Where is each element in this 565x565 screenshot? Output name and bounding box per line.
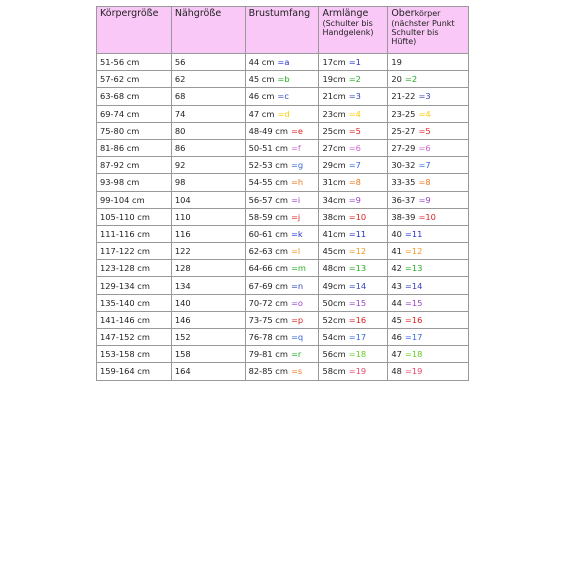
armlaenge-value: 52cm <box>322 314 346 325</box>
koerpergroesse-value: 87-92 cm <box>100 160 140 171</box>
cell-oberkoerper <box>388 105 469 122</box>
koerpergroesse-value: 117-122 cm <box>100 246 150 257</box>
armlaenge-value: 23cm <box>322 108 346 119</box>
cell-brustumfang <box>245 191 319 208</box>
armlaenge-value: 49cm <box>322 280 346 291</box>
table-body <box>97 54 469 381</box>
cell-armlaenge <box>319 122 388 139</box>
cell-armlaenge <box>319 329 388 346</box>
cell-brustumfang <box>245 243 319 260</box>
armlaenge-code: =7 <box>348 160 361 171</box>
brustumfang-value: 58-59 cm <box>248 211 288 222</box>
naehgroesse-value: 116 <box>174 228 191 239</box>
cell-koerpergroesse <box>97 208 172 225</box>
armlaenge-code: =4 <box>348 108 361 119</box>
armlaenge-value: 17cm <box>322 57 346 68</box>
cell-armlaenge <box>319 174 388 191</box>
table-row <box>97 329 469 346</box>
table-row <box>97 243 469 260</box>
cell-koerpergroesse <box>97 243 172 260</box>
cell-koerpergroesse <box>97 105 172 122</box>
cell-brustumfang <box>245 363 319 380</box>
cell-koerpergroesse <box>97 71 172 88</box>
koerpergroesse-value: 153-158 cm <box>100 349 150 360</box>
cell-oberkoerper <box>388 329 469 346</box>
header-sublabel: (Schulter bis Handgelenk) <box>322 19 374 37</box>
header-label: Nähgröße <box>174 8 222 19</box>
naehgroesse-value: 110 <box>174 211 191 222</box>
oberkoerper-value: 33-35 <box>391 177 416 188</box>
oberkoerper-value: 27-29 <box>391 143 416 154</box>
cell-brustumfang <box>245 329 319 346</box>
armlaenge-code: =9 <box>348 194 361 205</box>
armlaenge-code: =12 <box>348 246 367 257</box>
brustumfang-value: 52-53 cm <box>248 160 288 171</box>
koerpergroesse-value: 99-104 cm <box>100 194 145 205</box>
oberkoerper-value: 43 <box>391 280 402 291</box>
table-row <box>97 122 469 139</box>
naehgroesse-value: 98 <box>174 177 186 188</box>
cell-brustumfang <box>245 71 319 88</box>
oberkoerper-value: 44 <box>391 297 402 308</box>
brustumfang-value: 64-66 cm <box>248 263 288 274</box>
armlaenge-code: =11 <box>348 228 367 239</box>
cell-naehgroesse <box>171 88 245 105</box>
brustumfang-value: 56-57 cm <box>248 194 288 205</box>
oberkoerper-code: =16 <box>404 314 423 325</box>
header-brustumfang <box>245 7 319 54</box>
koerpergroesse-value: 105-110 cm <box>100 211 150 222</box>
brustumfang-value: 45 cm <box>248 74 275 85</box>
armlaenge-value: 19cm <box>322 74 346 85</box>
oberkoerper-value: 46 <box>391 332 402 343</box>
cell-armlaenge <box>319 54 388 71</box>
naehgroesse-value: 80 <box>174 125 186 136</box>
cell-koerpergroesse <box>97 54 172 71</box>
oberkoerper-value: 41 <box>391 246 402 257</box>
oberkoerper-code: =17 <box>404 332 423 343</box>
table-row <box>97 139 469 156</box>
table-row <box>97 363 469 380</box>
armlaenge-code: =19 <box>348 366 367 377</box>
oberkoerper-code: =15 <box>404 297 423 308</box>
table-row <box>97 294 469 311</box>
brustumfang-value: 60-61 cm <box>248 228 288 239</box>
koerpergroesse-value: 75-80 cm <box>100 125 140 136</box>
oberkoerper-code: =5 <box>418 125 431 136</box>
cell-oberkoerper <box>388 54 469 71</box>
armlaenge-value: 29cm <box>322 160 346 171</box>
armlaenge-value: 58cm <box>322 366 346 377</box>
cell-brustumfang <box>245 88 319 105</box>
header-armlaenge <box>319 7 388 54</box>
cell-naehgroesse <box>171 105 245 122</box>
armlaenge-value: 56cm <box>322 349 346 360</box>
brustumfang-value: 50-51 cm <box>248 143 288 154</box>
koerpergroesse-value: 57-62 cm <box>100 74 140 85</box>
cell-koerpergroesse <box>97 88 172 105</box>
armlaenge-value: 50cm <box>322 297 346 308</box>
cell-brustumfang <box>245 346 319 363</box>
armlaenge-code: =18 <box>348 349 367 360</box>
armlaenge-value: 27cm <box>322 143 346 154</box>
brustumfang-code: =g <box>290 160 304 171</box>
oberkoerper-value: 20 <box>391 74 402 85</box>
cell-armlaenge <box>319 260 388 277</box>
oberkoerper-value: 36-37 <box>391 194 416 205</box>
brustumfang-value: 70-72 cm <box>248 297 288 308</box>
armlaenge-value: 21cm <box>322 91 346 102</box>
cell-oberkoerper <box>388 260 469 277</box>
koerpergroesse-value: 51-56 cm <box>100 57 140 68</box>
brustumfang-code: =c <box>277 91 289 102</box>
cell-armlaenge <box>319 363 388 380</box>
brustumfang-value: 62-63 cm <box>248 246 288 257</box>
cell-armlaenge <box>319 88 388 105</box>
cell-brustumfang <box>245 294 319 311</box>
oberkoerper-code: =12 <box>404 246 423 257</box>
brustumfang-code: =b <box>277 74 290 85</box>
table-row <box>97 225 469 242</box>
armlaenge-code: =13 <box>348 263 367 274</box>
table-row <box>97 260 469 277</box>
cell-naehgroesse <box>171 363 245 380</box>
naehgroesse-value: 164 <box>174 366 191 377</box>
koerpergroesse-value: 111-116 cm <box>100 228 150 239</box>
armlaenge-code: =1 <box>348 57 361 68</box>
armlaenge-code: =14 <box>348 280 367 291</box>
koerpergroesse-value: 69-74 cm <box>100 108 140 119</box>
cell-oberkoerper <box>388 191 469 208</box>
armlaenge-value: 41cm <box>322 228 346 239</box>
header-row <box>97 7 469 54</box>
cell-brustumfang <box>245 157 319 174</box>
cell-koerpergroesse <box>97 363 172 380</box>
brustumfang-value: 79-81 cm <box>248 349 288 360</box>
cell-armlaenge <box>319 71 388 88</box>
cell-oberkoerper <box>388 363 469 380</box>
naehgroesse-value: 104 <box>174 194 191 205</box>
cell-oberkoerper <box>388 157 469 174</box>
cell-oberkoerper <box>388 88 469 105</box>
oberkoerper-code: =6 <box>418 143 431 154</box>
naehgroesse-value: 152 <box>174 332 191 343</box>
oberkoerper-code: =14 <box>404 280 423 291</box>
armlaenge-code: =17 <box>348 332 367 343</box>
oberkoerper-code: =3 <box>418 91 431 102</box>
cell-brustumfang <box>245 208 319 225</box>
armlaenge-code: =16 <box>348 314 367 325</box>
brustumfang-code: =o <box>290 297 303 308</box>
brustumfang-code: =s <box>290 366 303 377</box>
cell-armlaenge <box>319 208 388 225</box>
header-label-small: körper <box>414 9 441 18</box>
cell-koerpergroesse <box>97 346 172 363</box>
cell-naehgroesse <box>171 277 245 294</box>
brustumfang-value: 82-85 cm <box>248 366 288 377</box>
cell-armlaenge <box>319 294 388 311</box>
koerpergroesse-value: 81-86 cm <box>100 143 140 154</box>
cell-naehgroesse <box>171 294 245 311</box>
table-row <box>97 174 469 191</box>
brustumfang-value: 47 cm <box>248 108 275 119</box>
oberkoerper-code: =4 <box>418 108 431 119</box>
header-label: Körpergröße <box>100 8 159 19</box>
cell-brustumfang <box>245 54 319 71</box>
cell-koerpergroesse <box>97 294 172 311</box>
oberkoerper-code: =8 <box>418 177 431 188</box>
cell-armlaenge <box>319 191 388 208</box>
cell-oberkoerper <box>388 174 469 191</box>
cell-oberkoerper <box>388 277 469 294</box>
cell-brustumfang <box>245 139 319 156</box>
cell-naehgroesse <box>171 157 245 174</box>
table-row <box>97 88 469 105</box>
cell-koerpergroesse <box>97 260 172 277</box>
armlaenge-value: 48cm <box>322 263 346 274</box>
brustumfang-value: 76-78 cm <box>248 332 288 343</box>
oberkoerper-code: =7 <box>418 160 431 171</box>
cell-oberkoerper <box>388 71 469 88</box>
koerpergroesse-value: 147-152 cm <box>100 332 150 343</box>
cell-armlaenge <box>319 311 388 328</box>
cell-naehgroesse <box>171 225 245 242</box>
naehgroesse-value: 62 <box>174 74 186 85</box>
size-chart-table <box>96 6 469 381</box>
brustumfang-value: 46 cm <box>248 91 275 102</box>
armlaenge-value: 38cm <box>322 211 346 222</box>
oberkoerper-value: 48 <box>391 366 402 377</box>
cell-koerpergroesse <box>97 191 172 208</box>
brustumfang-value: 54-55 cm <box>248 177 288 188</box>
cell-oberkoerper <box>388 311 469 328</box>
table-row <box>97 191 469 208</box>
oberkoerper-code: =9 <box>418 194 431 205</box>
naehgroesse-value: 140 <box>174 297 191 308</box>
brustumfang-code: =p <box>290 314 304 325</box>
naehgroesse-value: 86 <box>174 143 186 154</box>
cell-brustumfang <box>245 225 319 242</box>
armlaenge-code: =8 <box>348 177 361 188</box>
naehgroesse-value: 68 <box>174 91 186 102</box>
cell-naehgroesse <box>171 191 245 208</box>
brustumfang-code: =l <box>290 246 301 257</box>
cell-naehgroesse <box>171 208 245 225</box>
cell-brustumfang <box>245 174 319 191</box>
armlaenge-value: 54cm <box>322 332 346 343</box>
naehgroesse-value: 122 <box>174 246 191 257</box>
cell-oberkoerper <box>388 122 469 139</box>
oberkoerper-code: =13 <box>404 263 423 274</box>
cell-koerpergroesse <box>97 157 172 174</box>
koerpergroesse-value: 135-140 cm <box>100 297 150 308</box>
cell-koerpergroesse <box>97 122 172 139</box>
cell-oberkoerper <box>388 243 469 260</box>
oberkoerper-code: =11 <box>404 228 423 239</box>
naehgroesse-value: 56 <box>174 57 186 68</box>
cell-naehgroesse <box>171 139 245 156</box>
cell-brustumfang <box>245 122 319 139</box>
cell-armlaenge <box>319 346 388 363</box>
oberkoerper-value: 40 <box>391 228 402 239</box>
table-row <box>97 105 469 122</box>
oberkoerper-value: 19 <box>391 57 402 68</box>
naehgroesse-value: 146 <box>174 314 191 325</box>
brustumfang-code: =a <box>277 57 290 68</box>
oberkoerper-code: =18 <box>404 349 423 360</box>
header-label: Ober <box>391 8 415 19</box>
brustumfang-code: =d <box>277 108 290 119</box>
cell-koerpergroesse <box>97 139 172 156</box>
armlaenge-code: =15 <box>348 297 367 308</box>
table-row <box>97 54 469 71</box>
brustumfang-value: 73-75 cm <box>248 314 288 325</box>
brustumfang-code: =r <box>290 349 302 360</box>
table-row <box>97 277 469 294</box>
armlaenge-code: =2 <box>348 74 361 85</box>
naehgroesse-value: 74 <box>174 108 186 119</box>
table-row <box>97 157 469 174</box>
brustumfang-code: =m <box>290 263 306 274</box>
armlaenge-value: 25cm <box>322 125 346 136</box>
armlaenge-code: =10 <box>348 211 367 222</box>
koerpergroesse-value: 63-68 cm <box>100 91 140 102</box>
brustumfang-code: =e <box>290 125 304 136</box>
cell-naehgroesse <box>171 71 245 88</box>
brustumfang-code: =j <box>290 211 301 222</box>
cell-oberkoerper <box>388 139 469 156</box>
armlaenge-code: =6 <box>348 143 361 154</box>
table-row <box>97 311 469 328</box>
cell-koerpergroesse <box>97 174 172 191</box>
cell-armlaenge <box>319 139 388 156</box>
cell-naehgroesse <box>171 174 245 191</box>
oberkoerper-code: =10 <box>418 211 436 222</box>
armlaenge-value: 31cm <box>322 177 346 188</box>
oberkoerper-value: 30-32 <box>391 160 416 171</box>
cell-armlaenge <box>319 243 388 260</box>
oberkoerper-value: 45 <box>391 314 402 325</box>
oberkoerper-value: 21-22 <box>391 91 416 102</box>
brustumfang-code: =n <box>290 280 304 291</box>
oberkoerper-value: 38-39 <box>391 211 416 222</box>
table-row <box>97 71 469 88</box>
header-label: Brustumfang <box>248 8 311 19</box>
cell-armlaenge <box>319 157 388 174</box>
cell-naehgroesse <box>171 54 245 71</box>
cell-koerpergroesse <box>97 311 172 328</box>
armlaenge-code: =3 <box>348 91 361 102</box>
armlaenge-value: 45cm <box>322 246 346 257</box>
header-label: Armlänge <box>322 8 369 19</box>
cell-naehgroesse <box>171 329 245 346</box>
brustumfang-code: =q <box>290 332 304 343</box>
cell-oberkoerper <box>388 208 469 225</box>
oberkoerper-value: 25-27 <box>391 125 416 136</box>
cell-armlaenge <box>319 105 388 122</box>
header-oberkoerper <box>388 7 469 54</box>
brustumfang-code: =h <box>290 177 304 188</box>
oberkoerper-code: =2 <box>404 74 418 85</box>
oberkoerper-value: 23-25 <box>391 108 416 119</box>
cell-brustumfang <box>245 277 319 294</box>
header-sublabel: (nächster Punkt Schulter bis Hüfte) <box>391 19 455 46</box>
cell-naehgroesse <box>171 346 245 363</box>
cell-naehgroesse <box>171 260 245 277</box>
cell-oberkoerper <box>388 225 469 242</box>
koerpergroesse-value: 159-164 cm <box>100 366 150 377</box>
koerpergroesse-value: 129-134 cm <box>100 280 150 291</box>
brustumfang-value: 48-49 cm <box>248 125 288 136</box>
armlaenge-code: =5 <box>348 125 361 136</box>
oberkoerper-value: 42 <box>391 263 402 274</box>
cell-koerpergroesse <box>97 329 172 346</box>
table-row <box>97 346 469 363</box>
oberkoerper-value: 47 <box>391 349 402 360</box>
brustumfang-code: =k <box>290 228 303 239</box>
cell-naehgroesse <box>171 122 245 139</box>
header-koerpergroesse <box>97 7 172 54</box>
brustumfang-code: =f <box>290 143 301 154</box>
cell-oberkoerper <box>388 294 469 311</box>
oberkoerper-code: =19 <box>404 366 423 377</box>
cell-brustumfang <box>245 311 319 328</box>
cell-naehgroesse <box>171 311 245 328</box>
brustumfang-value: 44 cm <box>248 57 275 68</box>
cell-armlaenge <box>319 225 388 242</box>
brustumfang-value: 67-69 cm <box>248 280 288 291</box>
header-naehgroesse <box>171 7 245 54</box>
cell-koerpergroesse <box>97 277 172 294</box>
cell-brustumfang <box>245 260 319 277</box>
naehgroesse-value: 128 <box>174 263 191 274</box>
brustumfang-code: =i <box>290 194 301 205</box>
armlaenge-value: 34cm <box>322 194 346 205</box>
cell-naehgroesse <box>171 243 245 260</box>
table-row <box>97 208 469 225</box>
naehgroesse-value: 158 <box>174 349 191 360</box>
naehgroesse-value: 92 <box>174 160 186 171</box>
cell-armlaenge <box>319 277 388 294</box>
cell-brustumfang <box>245 105 319 122</box>
cell-koerpergroesse <box>97 225 172 242</box>
cell-oberkoerper <box>388 346 469 363</box>
koerpergroesse-value: 93-98 cm <box>100 177 140 188</box>
koerpergroesse-value: 123-128 cm <box>100 263 150 274</box>
naehgroesse-value: 134 <box>174 280 191 291</box>
koerpergroesse-value: 141-146 cm <box>100 314 150 325</box>
